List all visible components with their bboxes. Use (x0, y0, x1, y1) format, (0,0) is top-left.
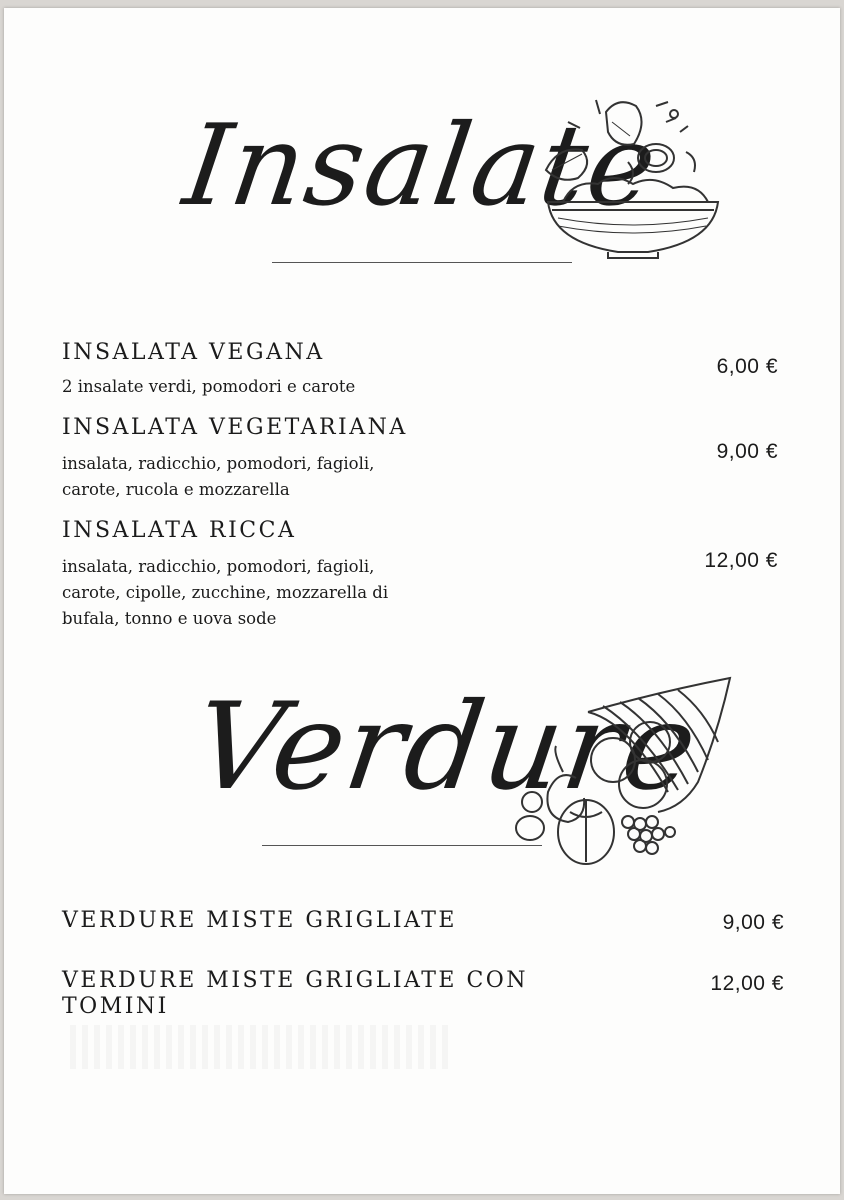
section-underline (272, 262, 572, 263)
item-price: 9,00 € (716, 440, 778, 463)
item-description: 2 insalate verdi, pomodori e carote (62, 377, 356, 396)
item-name: INSALATA RICCA (62, 518, 297, 543)
item-description: insalata, radicchio, pomodori, fagioli, carote, rucola e mozzarella (62, 454, 375, 499)
item-price: 6,00 € (716, 355, 778, 378)
item-name: VERDURE MISTE GRIGLIATE (62, 908, 457, 933)
item-name: VERDURE MISTE GRIGLIATE CON TOMINI (62, 968, 529, 1019)
item-price: 12,00 € (704, 549, 778, 572)
section-title-insalate: Insalate (176, 101, 666, 231)
salad-bowl-icon (538, 92, 728, 262)
section-underline (262, 845, 542, 846)
item-price: 9,00 € (722, 911, 784, 934)
item-name: INSALATA VEGETARIANA (62, 415, 408, 440)
section-title-verdure: Verdure (186, 678, 707, 817)
item-price: 12,00 € (710, 972, 784, 995)
item-description: insalata, radicchio, pomodori, fagioli, carote, cipolle, zucchine, mozzarella di bufala, tonno e uova sode (62, 557, 389, 628)
bleed-through-texture (70, 1025, 450, 1069)
item-name: INSALATA VEGANA (62, 340, 325, 365)
cornucopia-icon (508, 672, 738, 872)
